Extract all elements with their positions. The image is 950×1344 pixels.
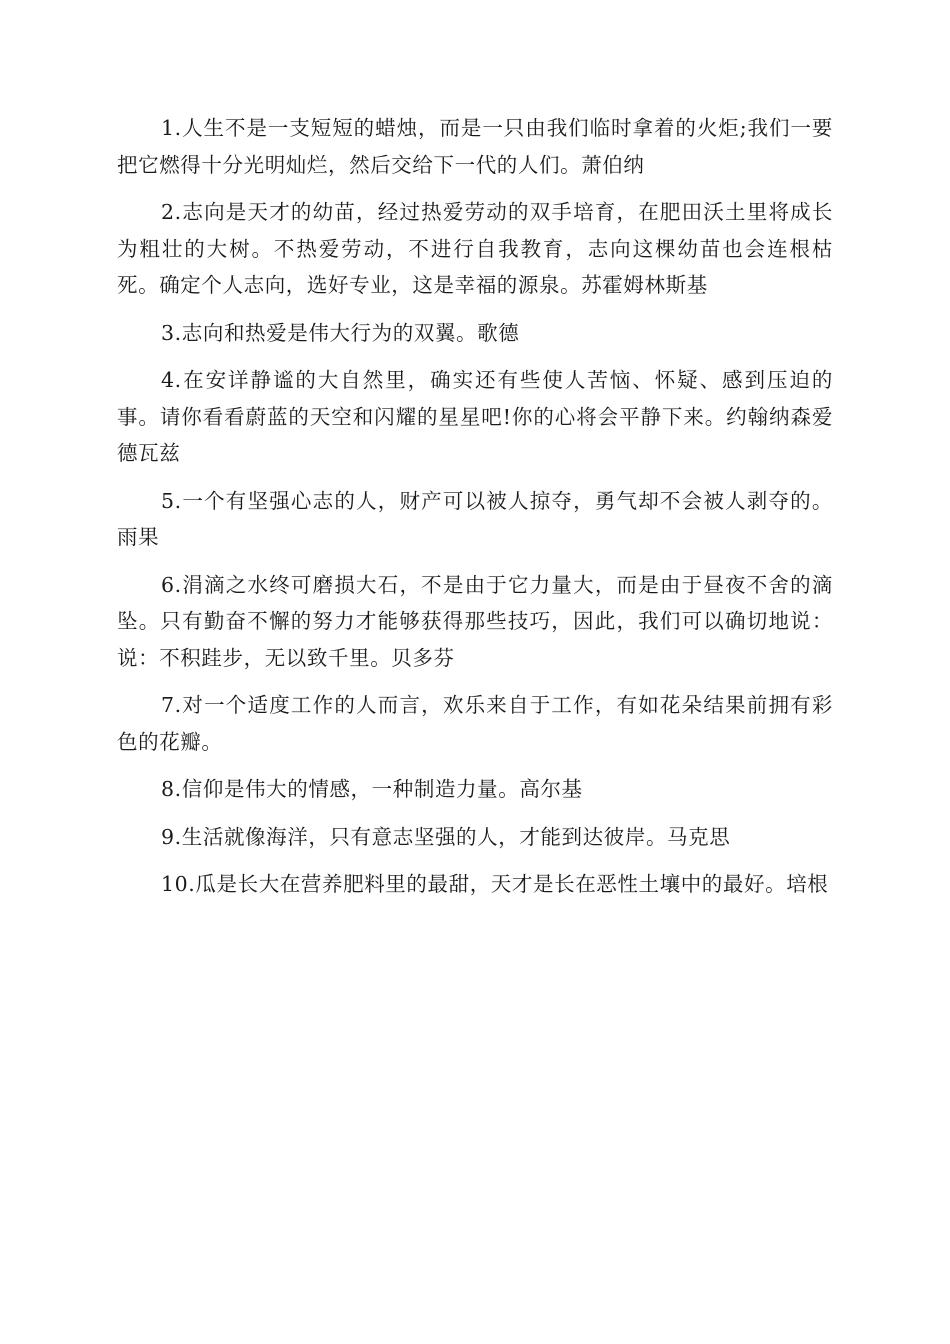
quote-paragraph: 2.志向是天才的幼苗，经过热爱劳动的双手培育，在肥田沃土里将成长为粗壮的大树。不热爱劳动，不进行自我教育，志向这棵幼苗也会连根枯死。确定个人志向，选好专业，这是幸福的源泉。苏霍姆林斯基 [117,200,833,297]
quote-paragraph: 7.对一个适度工作的人而言，欢乐来自于工作，有如花朵结果前拥有彩色的花瓣。 [117,693,833,754]
quote-paragraph: 6.涓滴之水终可磨损大石，不是由于它力量大，而是由于昼夜不舍的滴坠。只有勤奋不懈的努力才能够获得那些技巧，因此，我们可以确切地说：说：不积跬步，无以致千里。贝多芬 [117,572,833,670]
quote-paragraph: 9.生活就像海洋，只有意志坚强的人，才能到达彼岸。马克思 [161,824,731,849]
quote-paragraph: 1.人生不是一支短短的蜡烛，而是一只由我们临时拿着的火炬;我们一要把它燃得十分光明灿烂，然后交给下一代的人们。萧伯纳 [117,116,833,177]
quote-paragraph: 10.瓜是长大在营养肥料里的最甜，天才是长在恶性土壤中的最好。培根 [161,872,829,896]
quote-paragraph: 8.信仰是伟大的情感，一种制造力量。高尔基 [161,777,583,801]
quote-paragraph: 5.一个有坚强心志的人，财产可以被人掠夺，勇气却不会被人剥夺的。雨果 [117,488,833,549]
quote-paragraph: 4.在安详静谧的大自然里，确实还有些使人苦恼、怀疑、感到压迫的事。请你看看蔚蓝的天空和闪耀的星星吧!你的心将会平静下来。约翰纳森爱德瓦兹 [117,368,833,465]
quote-list [117,110,833,914]
quote-paragraph: 3.志向和热爱是伟大行为的双翼。歌德 [161,320,520,345]
